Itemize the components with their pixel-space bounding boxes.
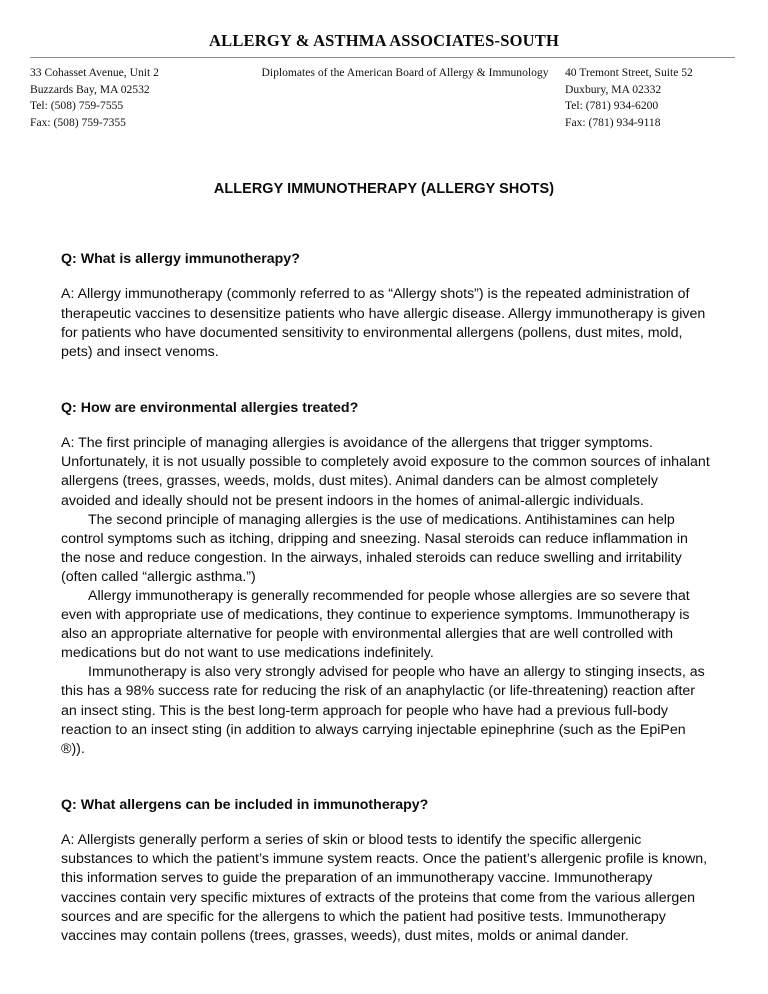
right-office-fax: Fax: (781) 934-9118	[565, 115, 661, 129]
left-office-city-state-zip: Buzzards Bay, MA 02532	[30, 82, 150, 96]
answer-paragraph: Immunotherapy is also very strongly advised for people who have an allergy to stinging insects, as this has a 98% success rate for reducing the risk of an anaphylactic (or life-threatening) reaction after an insect sting. This is the best long-term approach for people who have had a previous full-body reaction to an insect sting (in addition to always carrying injectable epinephrine (such as the EpiPen ®)).	[61, 664, 705, 757]
right-office-address	[565, 65, 735, 131]
answer-paragraph: Allergy immunotherapy is generally recommended for people whose allergies are so severe that even with appropriate use of medications, they continue to experience symptoms. Immunotherapy is also an appropriate alternative for people with environmental allergies that are well controlled with medications but do not want to use medications indefinitely.	[61, 587, 690, 662]
answer-paragraph: A: The first principle of managing allergies is avoidance of the allergens that trigger symptoms. Unfortunately, it is not usually possible to completely avoid exposure to the common sources of inhalant allergens (trees, grasses, weeds, molds, dust mites). Animal danders can be almost completely avoided and ideally should not be present indoors in the homes of animal-allergic individuals.	[61, 435, 710, 509]
question-heading: Q: What allergens can be included in immunotherapy?	[61, 796, 429, 813]
letterhead	[0, 0, 768, 131]
right-office-telephone: Tel: (781) 934-6200	[565, 99, 659, 113]
question-heading: Q: How are environmental allergies treated?	[61, 399, 359, 416]
question-heading: Q: What is allergy immunotherapy?	[61, 250, 300, 267]
practice-name: ALLERGY & ASTHMA ASSOCIATES-SOUTH	[209, 31, 559, 50]
qa-section-2	[61, 399, 710, 759]
left-office-telephone: Tel: (508) 759-7555	[30, 99, 124, 113]
answer-paragraph: A: Allergy immunotherapy (commonly referred to as “Allergy shots”) is the repeated administration of therapeutic vaccines to desensitize patients who have allergic disease. Allergy immunotherapy is given for patients who have documented sensitivity to environmental allergens (pollens, dust mites, mold, pets) and insect venoms.	[61, 286, 706, 360]
qa-section-1	[61, 250, 710, 362]
contact-info-row	[0, 58, 768, 131]
board-certification-tagline	[245, 65, 565, 81]
answer-body	[61, 831, 710, 946]
answer-paragraph: A: Allergists generally perform a series of skin or blood tests to identify the specific allergenic substances to which the patient’s immune system reacts. Once the patient’s allergenic profile is known, this information serves to guide the preparation of an immunotherapy vaccine. Immunotherapy vaccines contain very specific mixtures of extracts of the proteins that come from the various allergen sources and are specific for the allergens to which the patient had positive tests. Immunotherapy vaccines may contain pollens (trees, grasses, weeds), dust mites, molds or animal dander.	[61, 832, 708, 944]
board-certification-text: Diplomates of the American Board of Allergy & Immunology	[261, 66, 549, 80]
document-title: ALLERGY IMMUNOTHERAPY (ALLERGY SHOTS)	[213, 180, 555, 197]
left-office-address	[30, 65, 245, 131]
qa-section-3	[61, 796, 710, 946]
answer-paragraph: The second principle of managing allergies is the use of medications. Antihistamines can help control symptoms such as itching, dripping and sneezing. Nasal steroids can reduce inflammation in the nose and reduce congestion. In the airways, inhaled steroids can reduce swelling and irritability (often called “allergic asthma.”)	[61, 511, 688, 585]
left-office-fax: Fax: (508) 759-7355	[30, 115, 126, 129]
answer-body	[61, 434, 710, 759]
left-office-street: 33 Cohasset Avenue, Unit 2	[30, 66, 159, 80]
document-content	[61, 250, 710, 946]
right-office-city-state-zip: Duxbury, MA 02332	[565, 82, 662, 96]
right-office-street: 40 Tremont Street, Suite 52	[565, 66, 693, 80]
answer-body	[61, 285, 710, 361]
